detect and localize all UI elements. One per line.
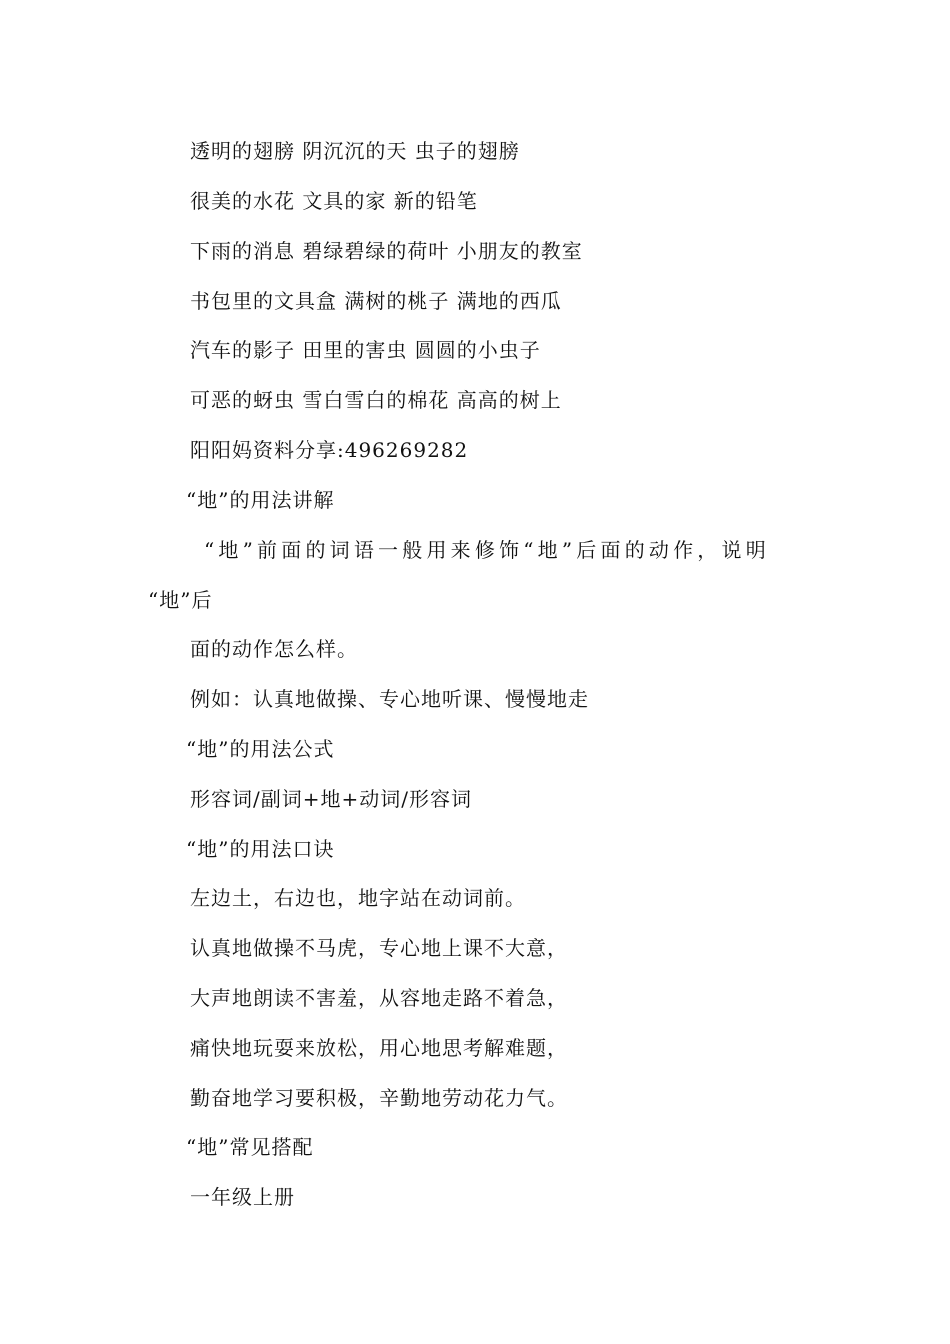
explanation-continuation: “地”后 <box>148 588 213 612</box>
rhyme-line-1: 左边土，右边也，地字站在动词前。 <box>190 886 526 910</box>
explanation-line: “地”前面的词语一般用来修饰“地”后面的动作，说明 <box>204 538 770 562</box>
rhyme-line-4: 痛快地玩耍来放松，用心地思考解难题， <box>190 1036 568 1060</box>
phrase-line-4: 书包里的文具盒 满树的桃子 满地的西瓜 <box>190 289 562 313</box>
explanation-end: 面的动作怎么样。 <box>190 637 358 661</box>
rhyme-line-2: 认真地做操不马虎，专心地上课不大意， <box>190 936 568 960</box>
phrase-line-1: 透明的翅膀 阴沉沉的天 虫子的翅膀 <box>190 139 520 163</box>
phrase-line-2: 很美的水花 文具的家 新的铅笔 <box>190 189 478 213</box>
share-line: 阳阳妈资料分享:496269282 <box>190 438 469 462</box>
phrase-line-5: 汽车的影子 田里的害虫 圆圆的小虫子 <box>190 338 541 362</box>
phrase-line-3: 下雨的消息 碧绿碧绿的荷叶 小朋友的教室 <box>190 239 583 263</box>
example-line: 例如：认真地做操、专心地听课、慢慢地走 <box>190 687 589 711</box>
section-heading-collocations: “地”常见搭配 <box>186 1135 314 1159</box>
section-heading-rhyme: “地”的用法口诀 <box>186 837 335 861</box>
rhyme-line-3: 大声地朗读不害羞，从容地走路不着急， <box>190 986 568 1010</box>
grade-heading: 一年级上册 <box>190 1185 295 1209</box>
section-heading-usage: “地”的用法讲解 <box>186 488 335 512</box>
section-heading-formula: “地”的用法公式 <box>186 737 335 761</box>
rhyme-line-5: 勤奋地学习要积极，辛勤地劳动花力气。 <box>190 1086 568 1110</box>
formula-line: 形容词/副词+地+动词/形容词 <box>190 787 472 811</box>
phrase-line-6: 可恶的蚜虫 雪白雪白的棉花 高高的树上 <box>190 388 562 412</box>
